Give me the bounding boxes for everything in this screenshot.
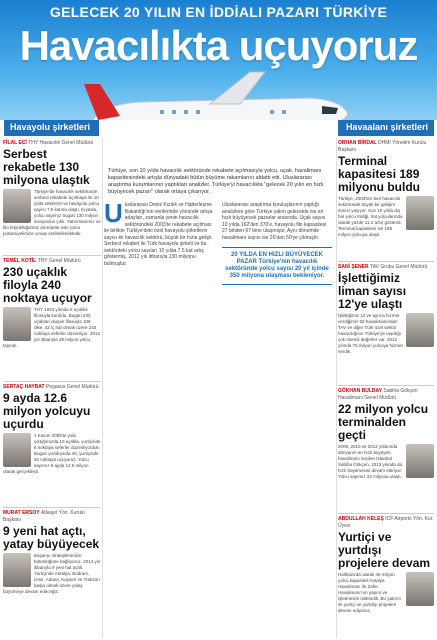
story-byline: SANİ ŞENER TAV Grubu Genel Müdürü [338, 264, 428, 270]
story-body: Türkiye, 2003'ten beri havacılık sektöründe büyük bir gelişim süreci yaşıyor. Son 10 yılda dış hat yolcu trafiği, hat yolcularında olarak yüzde 11.2 artış gösterdi. Terminal kapasitesi ise 189 milyon yolcuya ulaştı. [338, 196, 403, 237]
story [3, 256, 101, 382]
story-title: 22 milyon yolcu terminalden geçti [338, 402, 429, 442]
left-column [3, 138, 101, 638]
story-body: 1 Kasım 2005'te yola çıktığımızda 10 uçakla, yurtiçinde 6 noktaya seferler düzenliyorduk. Bugün yurtdışında 40, yurtiçinde 32 noktaya uçuyoruz. Yolcu sayımız 9 ayda 12.6 milyon olarak gerçekleşti. [3, 433, 101, 474]
right-section-title: Havaalanı şirketleri [338, 120, 434, 136]
story [338, 386, 434, 514]
story-title: Serbest rekabetle 130 milyona ulaştık [3, 147, 90, 187]
article-column-2 [222, 202, 332, 291]
story [338, 514, 434, 636]
person-photo [3, 189, 31, 223]
story [3, 138, 101, 256]
person-photo [406, 444, 434, 478]
story-byline: ABDULLAH KELEŞ ICF Airports Yön. Kur. Üyesi [338, 516, 434, 529]
article-column-1 [104, 198, 214, 291]
hero-banner [0, 0, 437, 120]
pull-quote: 20 YILDA EN HIZLI BÜYÜYECEK PAZAR Türkiye'nin havacılık sektöründe yolcu sayısı 20 yıl içinde 350 milyona ulaşması bekleniyor. [222, 247, 332, 285]
right-column [338, 138, 434, 638]
person-photo [3, 553, 31, 587]
airplane-icon [80, 64, 350, 120]
story-byline: FİLAL ECİ THY Havacılık Genel Müdürü [3, 140, 94, 146]
story-byline: SERTAÇ HAYBAT Pegasus Genel Müdürü [3, 384, 99, 390]
person-photo [406, 196, 434, 230]
person-photo [406, 572, 434, 606]
story [3, 382, 101, 508]
center-article [104, 168, 334, 291]
column-divider [102, 138, 103, 638]
article-text: Uluslararası araştırma kuruluşlarının yaptığı analizlere göre Türkiye yakın gelecekte ise en hızlı büyüyecek pazarlar arasında. Uçak sayısı 10 yılda 162'den 370'e, havayolu filo kapasitesi 27 binden 67 bine ulaşmıştır. Aynı dönemde havalimanı sayısı ise 26'dan 50'ye çıkmıştır. [222, 202, 327, 241]
article-columns [104, 198, 334, 291]
drop-cap: U [104, 198, 123, 228]
story [338, 138, 434, 262]
story-byline: GÖKHAN BULDAY Sabiha Gökçen Havalimanı Genel Müdürü [338, 388, 418, 401]
person-photo [406, 313, 434, 347]
story-body: Halihazırda olarak 45 milyon yolcu kapasiteli Antalya Havalimanı ile Zafer Havalimanı'nın yapım ve işletmesini üstlendik. Bu yatırım ile yurtiçi ve yurtdışı projelere devam ediyoruz. [338, 572, 402, 613]
story [3, 508, 101, 636]
story-title: 230 uçaklık filoyla 240 noktaya uçuyor [3, 265, 92, 305]
story-body: Başarıyı stratejilerimizin bütünlüğüne bağlıyoruz. 2014 yılı itibarıyla 9 yeni hat açtık. Yurtiçinde Antalya, Bodrum, İzmir, Adana, Kayseri ve Trabzon başta olmak üzere yatay büyümeye devam edeceğiz. [3, 553, 101, 594]
story-body: 2009, 2010 ve 2012 yıllarında dünyanın en hızlı büyüyen havalimanı seçilen İstanbul Sabiha Gökçen, 2013 yılında da hızlı büyümesini devam ettiriyor. Yolcu sayımız 22 milyona ulaştı. [338, 444, 403, 479]
story-byline: MURAT ERSOY Atlasjet Yön. Kurulu Başkanı [3, 510, 85, 523]
left-section-title: Havayolu şirketleri [4, 120, 99, 136]
article-text: luslararası Deniz Kızılık ve Haberleşme Bakanlığı'nın verilerinde yönünde artışa adayları, zamanla yenin havacılık sektöründeki 2003'te rekabete açılması ile birlikte Türkiye'deki özel havayolu şirketlerin sayısı ile havacılık sektörü, büyük bir hızla gelişti. Serbest rekabet ile Türk havayolu şirketi ve bu sektördeki yolcu sayıları 10 yılda 7.5 kat artış göstermiş, 2012 yılı itibarıyla 130 milyonu bulmuştur. [104, 202, 213, 267]
story-body: Türkiye'de havacılık sektöründe serbest rekabete açılmaya ile 10 yılda sektörün ve havayolu yolcu sayısı 7.5 katına ulaştı. Kıyasla, yolcu sayımız bugün 130 milyon seviyesine çıktı. Yatırımlarımız ve filo büyüklüğümüz artırılarak eski yolcu potansiyelimize cevap verilebilmektedir. [3, 189, 101, 236]
person-photo [3, 433, 31, 467]
story-title: Terminal kapasitesi 189 milyonu buldu [338, 154, 420, 194]
story-title: 9 ayda 12.6 milyon yolcuyu uçurdu [3, 391, 91, 431]
article-intro: Türkiye, son 10 yılda havacılık sektöründe rekabete açılmasıyla yolcu, uçak, havalimanı kapasitesindeki artışla dünyadaki bütün büyüme rakamlarını aldattı etti. Uluslararası araştırma kurumlarının yaptıkları analizler, Türkiye'yi havacılıkta "gelecek 20 yılın en hızlı büyüyecek pazarı" olarak ortaya çıkarıyor. [108, 168, 324, 195]
story-title: Yurtiçi ve yurtdışı projelere devam [338, 530, 431, 570]
story-title: İşlettiğimiz liman sayısı 12'ye ulaştı [338, 271, 407, 311]
person-photo [3, 307, 31, 341]
story-byline: TEMEL KOTİL THY Genel Müdürü [3, 258, 81, 264]
hero-headline: Havacılıkta uçuyoruz [19, 22, 418, 69]
story-title: 9 yeni hat açtı, yatay büyüyecek [3, 524, 100, 551]
column-divider [336, 138, 337, 638]
story [338, 262, 434, 386]
story-body: İşlettiğimiz 12 ve ayrıca hizmet verdiğimiz 60 havalimanından TAV ve diğer Türk özel sektör havacılığının Türkiye'ye taşıdığı çok önemli değerler var. 2012 yılında 70 milyon yolcuya hizmet verdik. [338, 313, 403, 354]
story-body: THY 1933 yılında 5 uçaklık filosuyla kuruldu. Bugün 230 uçaktan oluşan filosuyla 108 ülke, 42 iç hat olmak üzere 240 noktaya seferler düzenliyor. 2012 yılı itibarıyla 39 milyon yolcu taşındı. [3, 307, 101, 348]
story-byline: ORHAN BİRDAL DHMİ Yönetim Kurulu Başkanı [338, 140, 427, 153]
hero-kicker: GELECEK 20 YILIN EN İDDİALI PAZARI TÜRKİYE [49, 4, 388, 20]
